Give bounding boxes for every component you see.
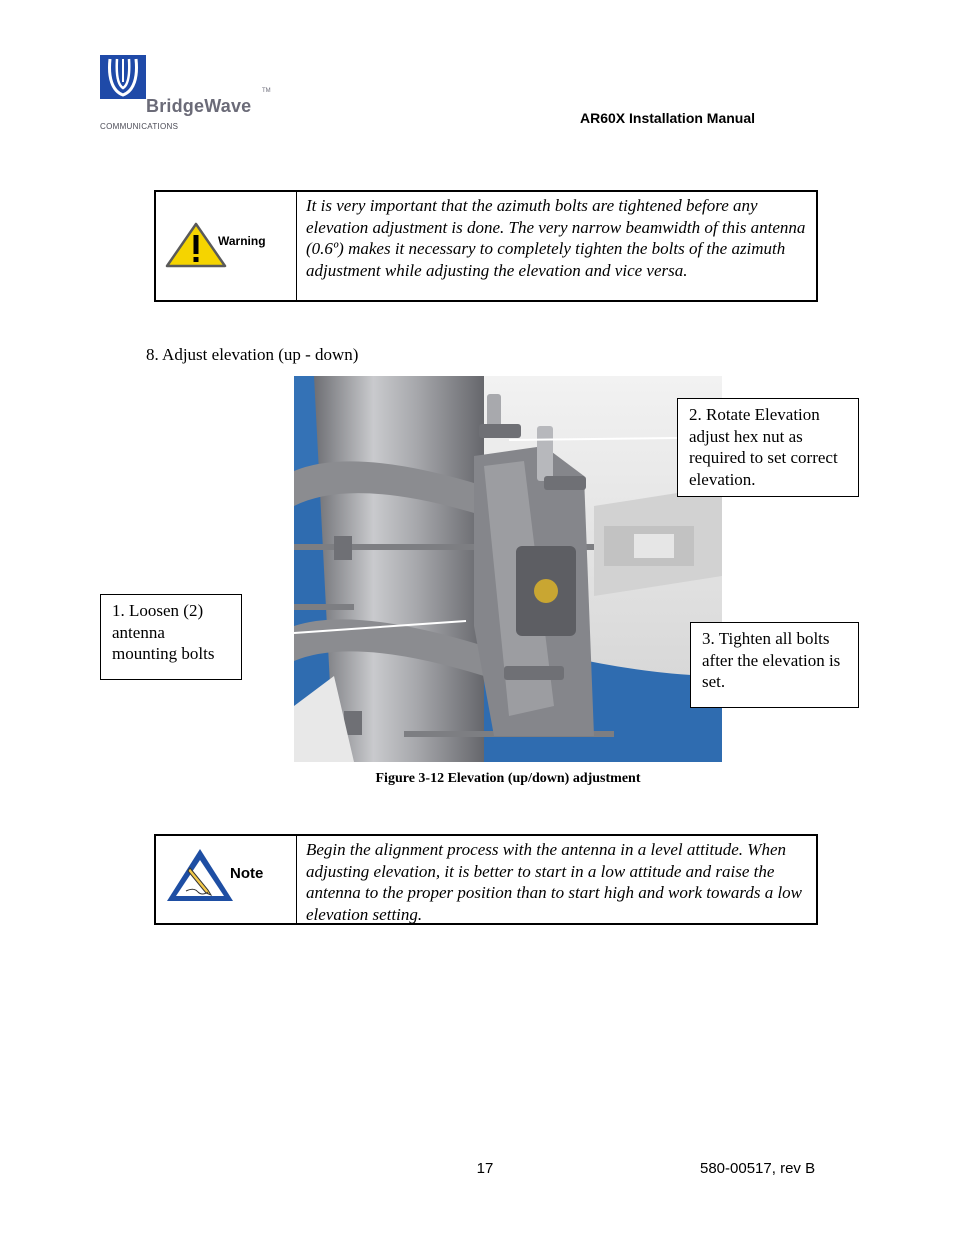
logo-trademark: TM [262,88,271,94]
warning-label: Warning [218,234,266,248]
warning-text: It is very important that the azimuth bolts are tightened before any elevation adjustment is done. The very narrow beamwidth of this antenna (0.6º) makes it necessary to completely tighten the bolts of the azimuth adjustment while adjusting the elevation and vice versa. [306,196,806,280]
elevation-adjustment-photo [294,376,722,762]
callout-rotate-hex-nut: 2. Rotate Elevation adjust hex nut as required to set correct elevation. [677,398,859,497]
logo-wordmark: BridgeWave [146,96,252,116]
callout-loosen-bolts: 1. Loosen (2) antenna mounting bolts [100,594,242,680]
bridgewave-logo-mark-icon [100,55,146,99]
page-number: 17 [476,1160,494,1177]
step-heading: 8. Adjust elevation (up - down) [146,345,359,364]
warning-callout [154,190,818,302]
note-label: Note [230,865,264,882]
note-text: Begin the alignment process with the antenna in a level attitude. When adjusting elevation, it is better to start in a low attitude and raise the antenna to the proper position than to start high and work towards a low elevation setting. [306,840,803,924]
callout-tighten-bolts: 3. Tighten all bolts after the elevation is set. [690,622,859,708]
document-revision: 580-00517, rev B [700,1160,816,1177]
figure-caption: Figure 3-12 Elevation (up/down) adjustment [375,771,641,786]
document-title: AR60X Installation Manual [580,110,756,126]
warning-icon-cell [156,192,297,300]
note-pencil-icon [164,846,236,904]
note-icon-cell [156,836,297,923]
note-callout [154,834,818,925]
logo-subtitle: COMMUNICATIONS [100,122,179,131]
